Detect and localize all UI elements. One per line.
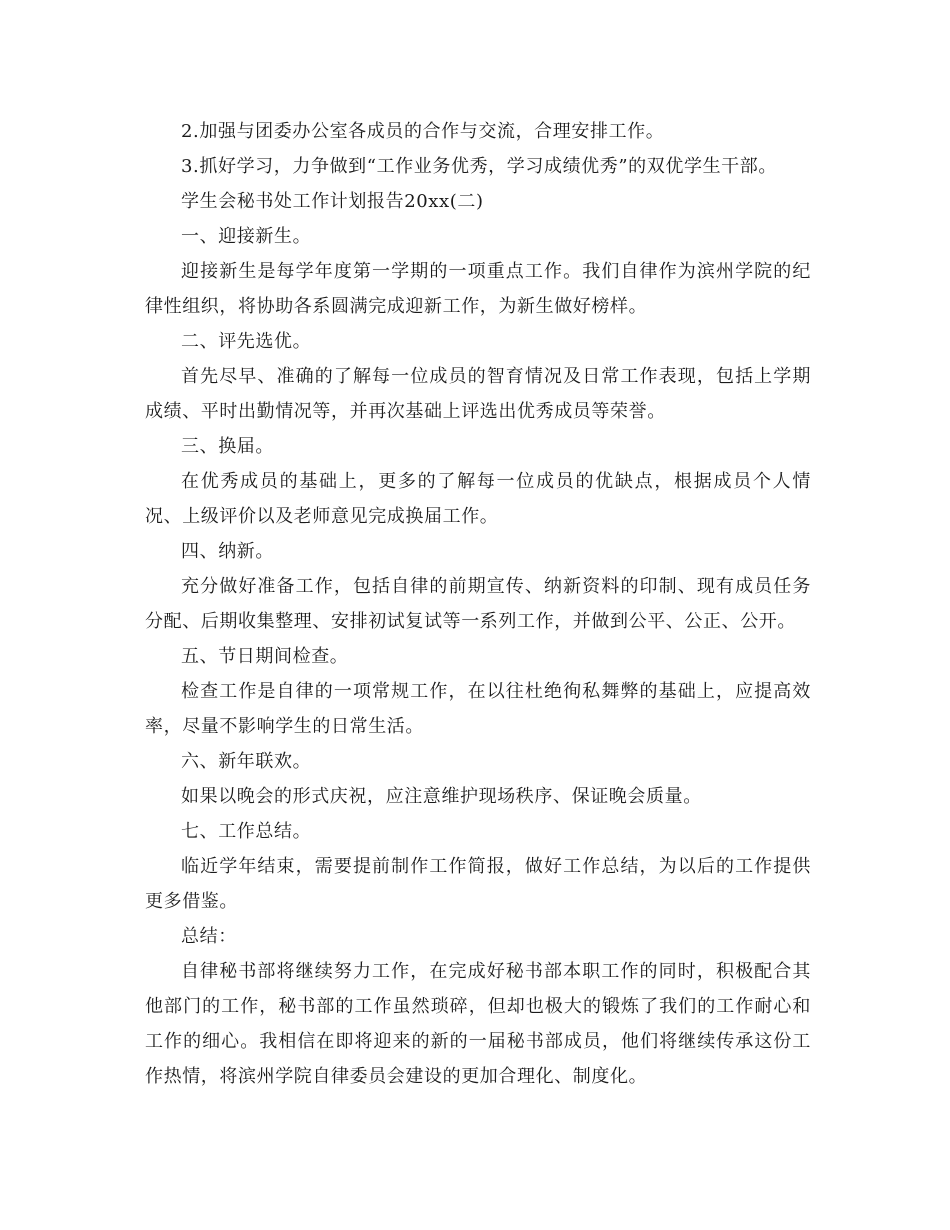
paragraph: 迎接新生是每学年度第一学期的一项重点工作。我们自律作为滨州学院的纪律性组织，将协助各系圆满完成迎新工作，为新生做好榜样。 <box>145 261 811 317</box>
section-heading: 三、换届。 <box>181 436 274 457</box>
paragraph: 3.抓好学习，力争做到“工作业务优秀，学习成绩优秀”的双优学生干部。 <box>181 156 777 177</box>
paragraph: 临近学年结束，需要提前制作工作简报，做好工作总结，为以后的工作提供更多借鉴。 <box>145 856 811 912</box>
section-heading: 一、迎接新生。 <box>181 226 312 247</box>
section-heading: 六、新年联欢。 <box>181 751 312 772</box>
paragraph: 自律秘书部将继续努力工作，在完成好秘书部本职工作的同时，积极配合其他部门的工作，秘书部的工作虽然琐碎，但却也极大的锻炼了我们的工作耐心和工作的细心。我相信在即将迎来的新的一届秘书部成员，他们将继续传承这份工作热情，将滨州学院自律委员会建设的更加合理化、制度化。 <box>145 961 811 1087</box>
paragraph: 在优秀成员的基础上，更多的了解每一位成员的优缺点，根据成员个人情况、上级评价以及老师意见完成换届工作。 <box>145 471 811 527</box>
paragraph: 2.加强与团委办公室各成员的合作与交流，合理安排工作。 <box>181 121 665 142</box>
section-heading: 二、评先选优。 <box>181 331 312 352</box>
paragraph: 充分做好准备工作，包括自律的前期宣传、纳新资料的印制、现有成员任务分配、后期收集整理、安排初试复试等一系列工作，并做到公平、公正、公开。 <box>145 576 811 632</box>
document-body <box>145 114 811 1094</box>
section-heading: 五、节日期间检查。 <box>181 646 349 667</box>
paragraph: 如果以晚会的形式庆祝，应注意维护现场秩序、保证晚会质量。 <box>181 786 702 807</box>
paragraph: 首先尽早、准确的了解每一位成员的智育情况及日常工作表现，包括上学期成绩、平时出勤情况等，并再次基础上评选出优秀成员等荣誉。 <box>145 366 811 422</box>
section-heading: 四、纳新。 <box>181 541 274 562</box>
section-heading: 七、工作总结。 <box>181 821 312 842</box>
section-title: 学生会秘书处工作计划报告20xx(二) <box>181 191 484 212</box>
section-heading: 总结： <box>181 926 237 947</box>
paragraph: 检查工作是自律的一项常规工作，在以往杜绝徇私舞弊的基础上，应提高效率，尽量不影响学生的日常生活。 <box>145 681 811 737</box>
